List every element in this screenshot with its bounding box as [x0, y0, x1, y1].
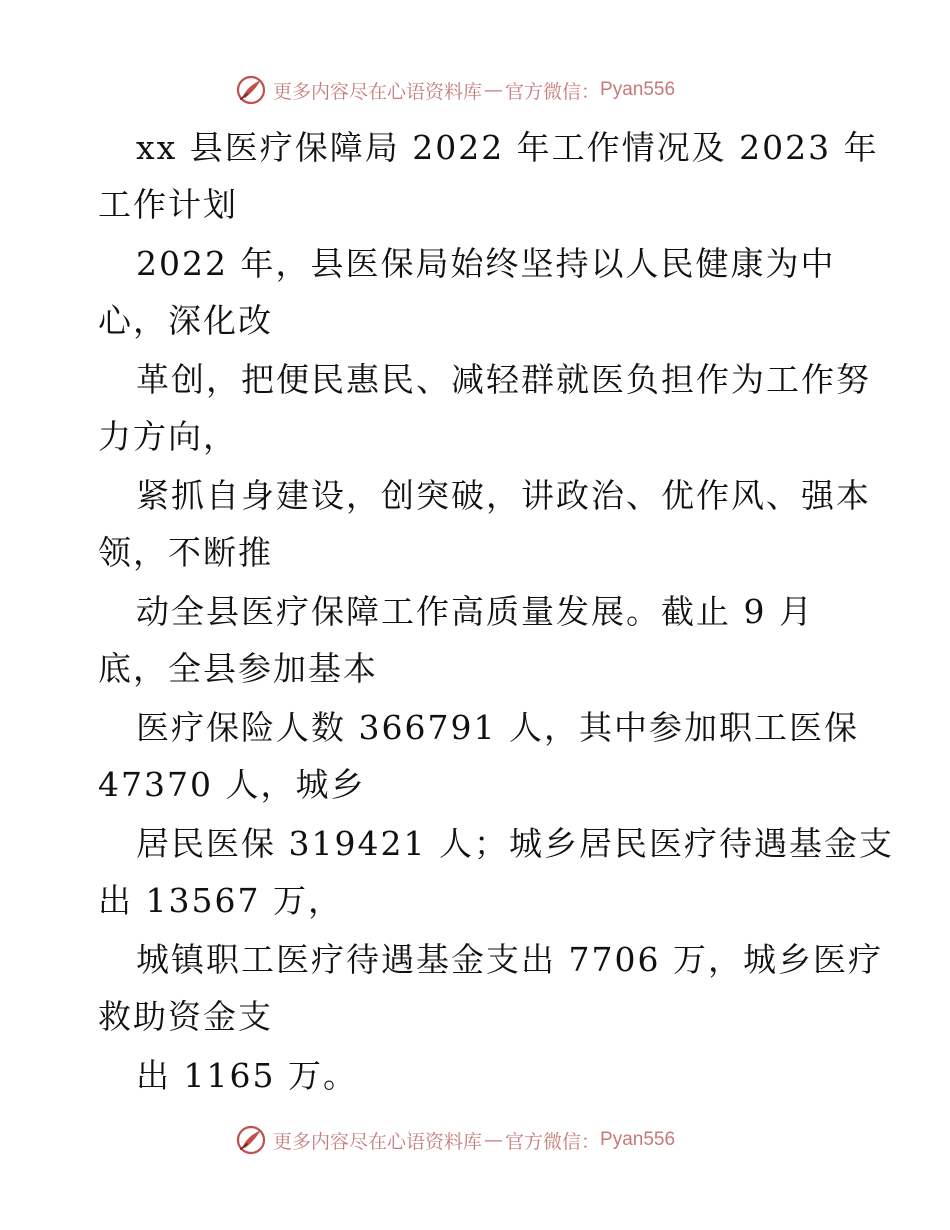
doc-line: 心，深化改 — [98, 301, 273, 340]
doc-title-line-1: xx 县医疗保障局 2022 年工作情况及 2023 年 — [136, 128, 879, 167]
doc-line: 救助资金支 — [98, 997, 273, 1036]
watermark-account: Pyan556 — [600, 79, 676, 100]
scroll-quill-logo-icon — [235, 74, 267, 106]
watermark-suffix: 官方微信： — [505, 80, 601, 103]
doc-line: 力方向， — [98, 417, 238, 456]
doc-line: 出 13567 万， — [98, 881, 343, 920]
doc-line: 紧抓自身建设，创突破，讲政治、优作风、强本 — [136, 476, 871, 515]
watermark-banner-top — [235, 70, 755, 110]
doc-title-line-2: 工作计划 — [98, 185, 238, 224]
watermark-suffix: 官方微信： — [505, 1130, 601, 1153]
doc-line: 革创，把便民惠民、减轻群就医负担作为工作努 — [136, 360, 871, 399]
doc-line: 居民医保 319421 人；城乡居民医疗待遇基金支 — [136, 824, 894, 863]
watermark-separator: — — [484, 79, 504, 101]
doc-line: 47370 人，城乡 — [98, 765, 366, 804]
watermark-account: Pyan556 — [600, 1129, 676, 1150]
doc-line: 医疗保险人数 366791 人，其中参加职工医保 — [136, 708, 859, 747]
scroll-quill-logo-icon — [235, 1124, 267, 1156]
doc-line: 出 1165 万。 — [136, 1056, 358, 1095]
watermark-separator: — — [484, 1129, 504, 1151]
watermark-text: 更多内容尽在心语资料库 — [273, 1130, 483, 1153]
doc-line: 城镇职工医疗待遇基金支出 7706 万，城乡医疗 — [136, 940, 883, 979]
watermark-banner-bottom — [235, 1120, 755, 1160]
doc-line: 2022 年，县医保局始终坚持以人民健康为中 — [136, 244, 836, 283]
doc-line: 动全县医疗保障工作高质量发展。截止 9 月 — [136, 592, 814, 631]
doc-line: 领，不断推 — [98, 533, 273, 572]
watermark-text: 更多内容尽在心语资料库 — [273, 80, 483, 103]
doc-line: 底，全县参加基本 — [98, 649, 378, 688]
